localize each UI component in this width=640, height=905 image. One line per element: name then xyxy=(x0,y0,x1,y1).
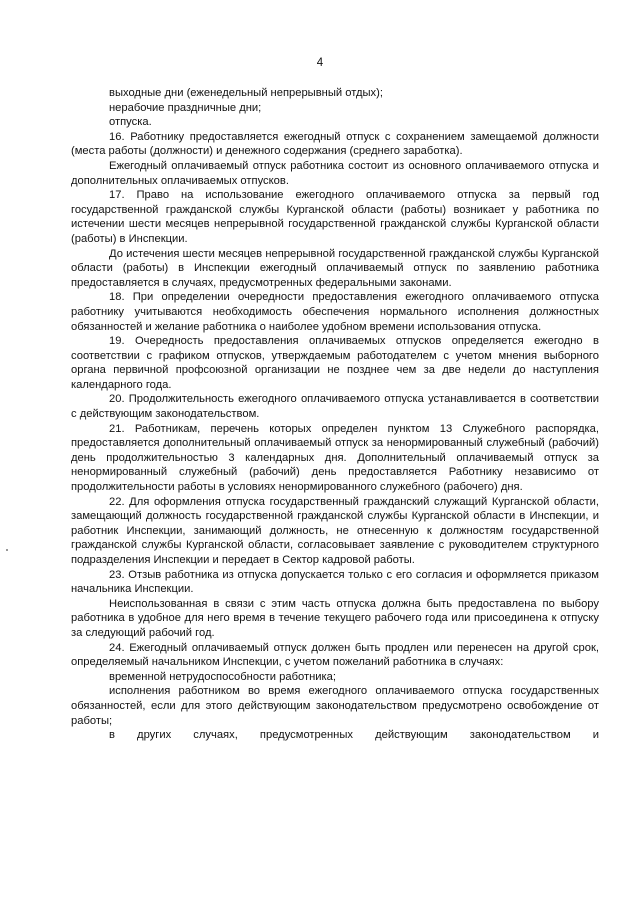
page-number: 4 xyxy=(316,57,324,69)
case-other: в других случаях, предусмотренных действующим законодательством и xyxy=(109,729,599,742)
case-temporary-disability: временной нетрудоспособности работника; xyxy=(109,670,337,683)
clause-23: 23. Отзыв работника из отпуска допускается только с его согласия и оформляется приказом начальника Инспекции. xyxy=(71,568,599,596)
clause-18: 18. При определении очередности предоставления ежегодного оплачиваемого отпуска работнику учитываются необходимость обеспечения нормального исполнения должностных обязанностей и желание работника о наиболее удобном времени использования отпуска. xyxy=(71,291,599,333)
clause-19: 19. Очередность предоставления оплачиваемых отпусков определяется ежегодно в соответствии с графиком отпусков, утверждаемым работодателем с учетом мнения выборного органа первичной профсоюзной организации не позднее чем за две недели до наступления календарного года. xyxy=(71,335,599,391)
list-item-holidays: нерабочие праздничные дни; xyxy=(109,101,262,114)
paragraph-unused-vacation: Неиспользованная в связи с этим часть отпуска должна быть предоставлена по выбору работника в удобное для него время в течение текущего рабочего года или присоединена к отпуску за следующий рабочий год. xyxy=(71,597,599,639)
list-item-vacations: отпуска. xyxy=(109,116,152,129)
paragraph-before-six-months: До истечения шести месяцев непрерывной государственной гражданской службы Курганской области (работы) в Инспекции ежегодный оплачиваемый отпуск по заявлению работника предоставляется в случаях, предусмотренных федеральными законами. xyxy=(71,247,599,289)
clause-22: 22. Для оформления отпуска государственный гражданский служащий Курганской области, замещающий должность государственной гражданской службы Курганской области в Инспекции, и работник Инспекции, занимающий должность, не отнесенную к должностям государственной гражданской службы Курганской области, согласовывает заявление с руководителем структурного подразделения Инспекции и передает в Сектор кадровой работы. xyxy=(71,495,599,566)
clause-24: 24. Ежегодный оплачиваемый отпуск должен быть продлен или перенесен на другой срок, определяемый начальником Инспекции, с учетом пожеланий работника в случаях: xyxy=(71,641,599,669)
clause-17: 17. Право на использование ежегодного оплачиваемого отпуска за первый год государственной гражданской службы Курганской области (работы) возникает у работника по истечении шести месяцев непрерывной государственной гражданской службы Курганской области (работы) в Инспекции. xyxy=(71,189,599,245)
clause-21: 21. Работникам, перечень которых определен пунктом 13 Служебного распорядка, предоставляется дополнительный оплачиваемый отпуск за ненормированный служебный (рабочий) день продолжительностью 3 календарных дня. Дополнительный оплачиваемый отпуск за ненормированный служебный (рабочий) день предоставляется Работнику независимо от продолжительности работы в условиях ненормированного служебного (рабочего) дня. xyxy=(71,422,599,494)
scan-artifact-dot xyxy=(6,549,8,551)
clause-20: 20. Продолжительность ежегодного оплачиваемого отпуска устанавливается в соответствии с действующим законодательством. xyxy=(71,393,599,421)
list-item-weekly-rest: выходные дни (еженедельный непрерывный отдых); xyxy=(109,87,383,99)
case-state-duties: исполнения работником во время ежегодного оплачиваемого отпуска государственных обязанностей, если для этого действующим законодательством предусмотрено освобождение от работы; xyxy=(71,685,599,727)
clause-16: 16. Работнику предоставляется ежегодный отпуск с сохранением замещаемой должности (места работы (должности) и денежного содержания (среднего заработка). xyxy=(71,130,599,158)
document-body xyxy=(71,86,599,743)
paragraph-vacation-composition: Ежегодный оплачиваемый отпуск работника состоит из основного оплачиваемого отпуска и дополнительных оплачиваемых отпусков. xyxy=(71,159,599,187)
